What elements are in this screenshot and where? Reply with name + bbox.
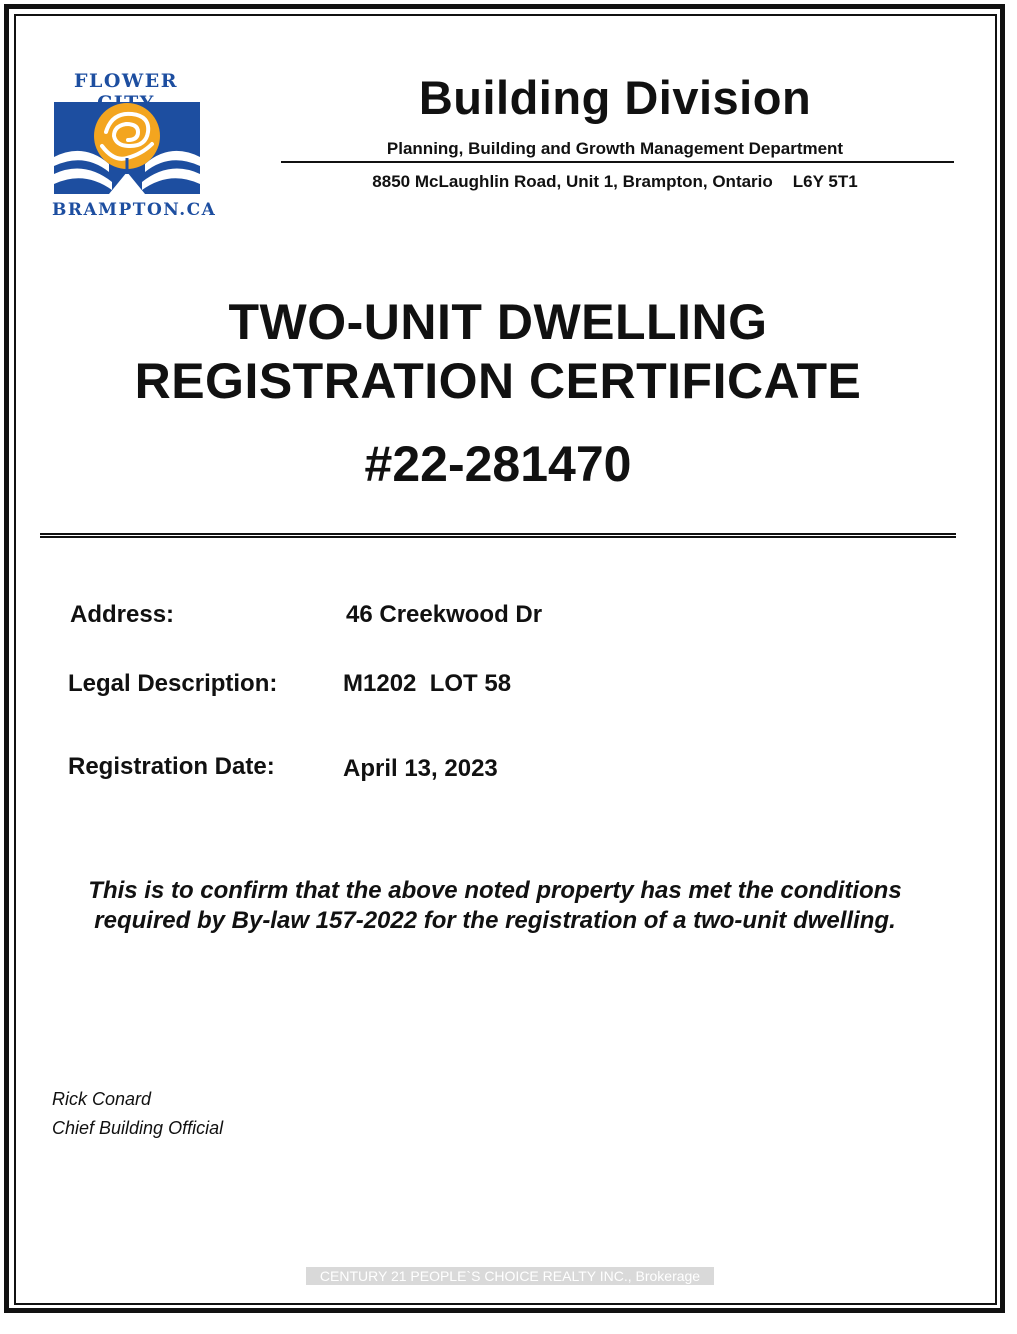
confirmation-statement: This is to confirm that the above noted property has met the conditions required by By-law 157-2022 for the registration of a two-unit dwelling. xyxy=(88,877,902,934)
legal-description-value: M1202 LOT 58 xyxy=(343,670,512,697)
postal-code: L6Y 5T1 xyxy=(792,172,858,191)
logo-bottom-text: BRAMPTON.CA xyxy=(52,200,217,220)
department-name: Planning, Building and Growth Management Department xyxy=(386,139,844,158)
certificate-number: #22-281470 xyxy=(364,436,632,492)
address-value: 46 Creekwood Dr xyxy=(346,601,543,628)
registration-date-value: April 13, 2023 xyxy=(343,755,498,782)
official-title: Chief Building Official xyxy=(52,1118,224,1138)
legal-description-label: Legal Description: xyxy=(68,670,278,697)
official-name: Rick Conard xyxy=(52,1089,152,1109)
brampton-logo xyxy=(52,70,217,222)
header-divider xyxy=(281,161,954,163)
certificate-title-line2: REGISTRATION CERTIFICATE xyxy=(134,353,862,409)
title-divider xyxy=(40,533,956,538)
division-title: Building Division xyxy=(418,71,812,124)
division-address xyxy=(280,172,950,192)
flower-city-emblem-icon xyxy=(54,102,200,194)
certificate-title-line1: TWO-UNIT DWELLING xyxy=(228,294,768,350)
street-address: 8850 McLaughlin Road, Unit 1, Brampton, Ontario xyxy=(372,172,773,191)
address-label: Address: xyxy=(70,601,175,628)
brokerage-watermark: CENTURY 21 PEOPLE`S CHOICE REALTY INC., Brokerage xyxy=(306,1267,714,1285)
registration-date-label: Registration Date: xyxy=(68,753,275,780)
logo-top-text: FLOWER xyxy=(73,70,178,92)
